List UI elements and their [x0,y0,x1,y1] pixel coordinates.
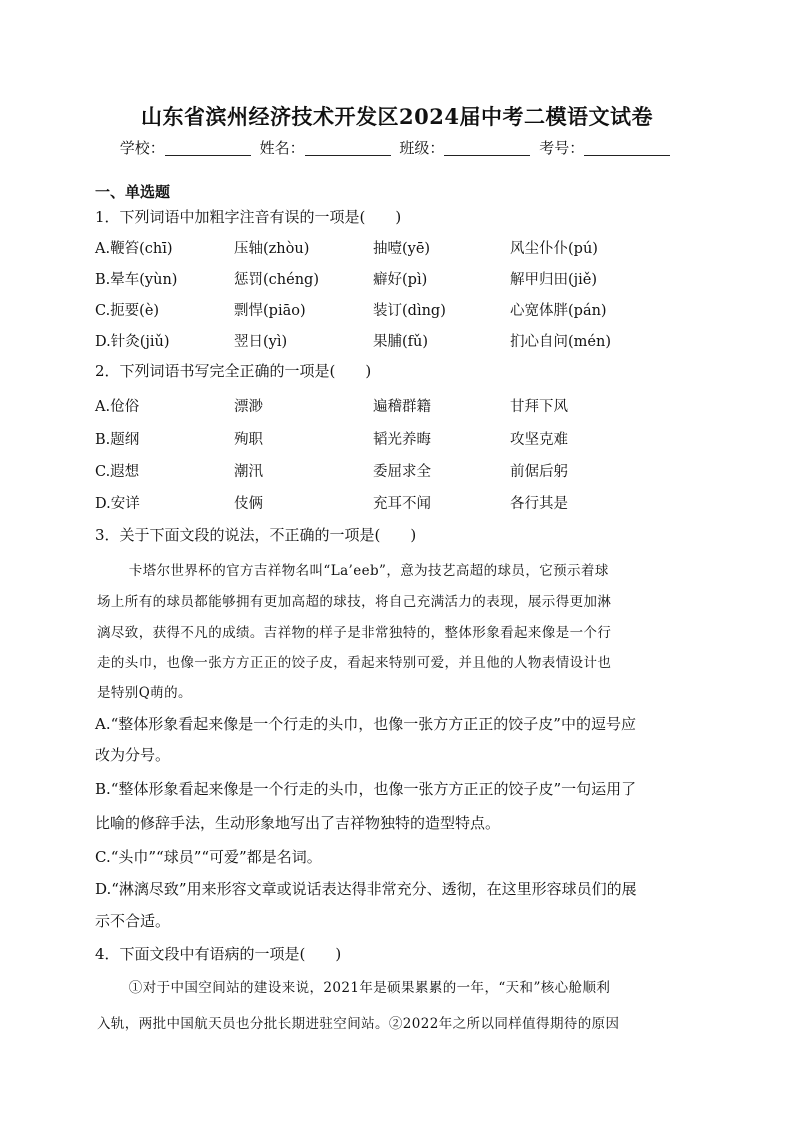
q2-option-d-1: D.安详 [95,496,140,512]
q1-option-d-1: D.针灸(jiǔ) [95,334,170,350]
q2-stem: 2．下列词语书写完全正确的一项是( ) [95,362,372,380]
q3-passage-line: 场上所有的球员都能够拥有更加高超的球技，将自己充满活力的表现，展示得更加淋 [97,594,612,610]
q2-option-a-2: 漂渺 [234,399,263,415]
q4-passage-line: 入轨，两批中国航天员也分批长期进驻空间站。②2022年之所以同样值得期待的原因 [97,1016,620,1032]
q1-option-c-3: 装订(dìng) [373,303,446,319]
number-label: 考号： [539,139,585,157]
name-blank [305,141,391,156]
q1-option-d-4: 扪心自问(mén) [510,334,611,350]
q3-passage-line: 卡塔尔世界杯的官方吉祥物名叫“La’eeb”，意为技艺高超的球员，它预示着球 [101,563,609,579]
q1-option-c-4: 心宽体胖(pán) [510,303,607,319]
q1-option-b-1: B.晕车(yùn) [95,272,178,288]
q3-option-b: B.“整体形象看起来像是一个行走的头巾，也像一张方方正正的饺子皮”一句运用了 [95,780,637,798]
exam-title: 山东省滨州经济技术开发区2024届中考二模语文试卷 [141,104,653,129]
q1-option-b-2: 惩罚(chéng) [234,272,319,288]
q1-option-b-4: 解甲归田(jiě) [510,272,598,288]
q1-option-a-2: 压轴(zhòu) [234,241,310,257]
q2-option-c-4: 前倨后躬 [510,464,568,480]
section-heading: 一、单选题 [95,183,171,201]
q1-option-d-2: 翌日(yì) [234,334,288,350]
q3-option-a: A.“整体形象看起来像是一个行走的头巾，也像一张方方正正的饺子皮”中的逗号应 [95,715,636,733]
q1-option-b-3: 癖好(pì) [373,272,428,288]
q4-stem: 4．下面文段中有语病的一项是( ) [95,945,342,963]
name-label: 姓名： [259,139,305,157]
q1-option-a-3: 抽噎(yē) [373,241,431,257]
q3-option-b-cont: 比喻的修辞手法，生动形象地写出了吉祥物独特的造型特点。 [95,814,501,832]
q1-option-c-1: C.扼要(è) [95,303,160,319]
q2-option-d-3: 充耳不闻 [373,496,431,512]
q2-option-c-3: 委屈求全 [373,464,431,480]
q1-option-c-2: 剽悍(piāo) [234,303,306,319]
q3-passage-line: 是特别Q萌的。 [97,685,192,701]
q3-stem: 3．关于下面文段的说法，不正确的一项是( ) [95,526,417,544]
q2-option-a-4: 甘拜下风 [510,399,568,415]
q2-option-b-2: 殉职 [234,432,263,448]
q2-option-b-3: 韬光养晦 [373,432,431,448]
q4-passage-line: ①对于中国空间站的建设来说，2021年是硕果累累的一年，“天和”核心舱顺利 [101,980,611,996]
q3-passage-line: 漓尽致，获得不凡的成绩。吉祥物的样子是非常独特的，整体形象看起来像是一个行 [97,625,612,641]
q3-option-c: C.“头巾”“球员”“可爱”都是名词。 [95,848,322,866]
school-label: 学校： [119,139,165,157]
q3-option-d: D.“淋漓尽致”用来形容文章或说话表达得非常充分、透彻，在这里形容球员们的展 [95,880,637,898]
q1-option-d-3: 果脯(fǔ) [373,334,429,350]
student-info-line [0,137,794,158]
q2-option-c-2: 潮汛 [234,464,263,480]
q2-option-c-1: C.遐想 [95,464,140,480]
q1-option-a-4: 风尘仆仆(pú) [510,241,598,257]
q3-passage-line: 走的头巾，也像一张方方正正的饺子皮，看起来特别可爱，并且他的人物表情设计也 [97,655,612,671]
class-label: 班级： [399,139,445,157]
number-blank [584,141,670,156]
q2-option-d-4: 各行其是 [510,496,568,512]
q2-option-b-4: 攻坚克难 [510,432,568,448]
q2-option-a-3: 遍稽群籍 [373,399,431,415]
q1-option-a-1: A.鞭笞(chī) [95,241,173,257]
q3-option-d-cont: 示不合适。 [95,912,171,930]
q2-option-b-1: B.题纲 [95,432,140,448]
class-blank [444,141,530,156]
q3-option-a-cont: 改为分号。 [95,746,171,764]
q2-option-d-2: 伎俩 [234,496,263,512]
q2-option-a-1: A.伧俗 [95,399,140,415]
school-blank [165,141,251,156]
q1-stem: 1．下列词语中加粗字注音有误的一项是( ) [95,208,402,226]
